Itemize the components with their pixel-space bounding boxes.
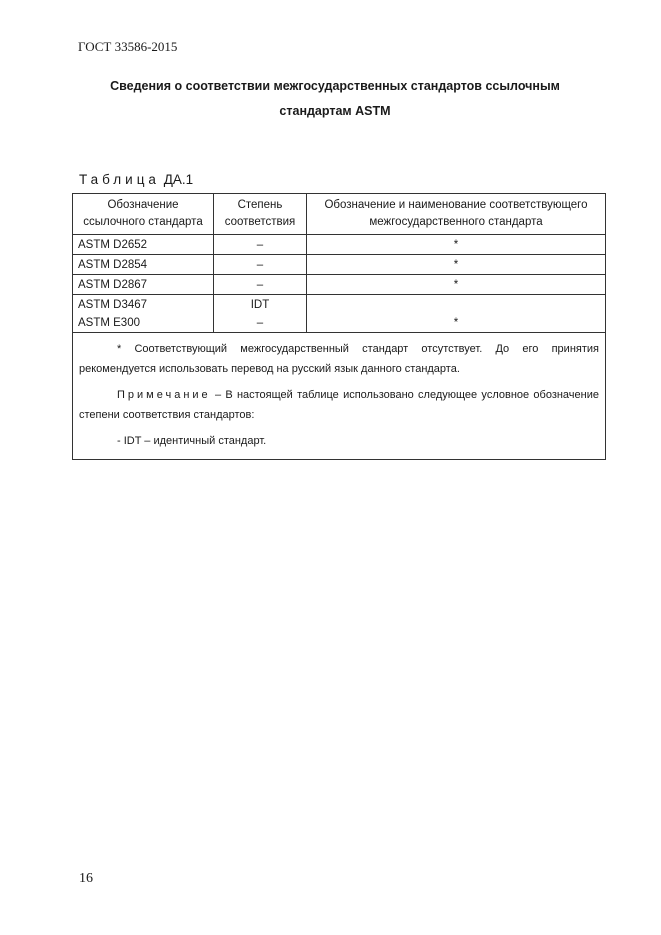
cell-code-pair <box>73 295 214 333</box>
header-name: Обозначение и наименование соответствующего межгосударственного стандарта <box>307 194 606 235</box>
cell-degree: – <box>256 316 264 329</box>
page-number: 16 <box>79 871 93 886</box>
cell-name: * <box>307 235 606 255</box>
note-text: – В настоящей таблице использовано следующее условное обозначение степени соответствия стандартов: <box>79 389 599 421</box>
cell-name-pair <box>307 295 606 333</box>
cell-name: * <box>453 316 459 329</box>
cell-degree: – <box>214 275 307 295</box>
table-row-combined <box>73 295 606 333</box>
header-degree: Степень соответствия <box>214 194 307 235</box>
appendix-title-line2: стандартам ASTM <box>279 104 391 118</box>
table-row <box>73 275 606 295</box>
appendix-title-line1: Сведения о соответствии межгосударственных стандартов ссылочным <box>110 79 560 93</box>
cell-code: ASTM D2854 <box>73 255 214 275</box>
document-header: ГОСТ 33586-2015 <box>78 39 178 54</box>
table-header-row <box>73 194 606 235</box>
table-caption-id: ДА.1 <box>163 172 194 187</box>
cell-name-blank <box>312 296 600 314</box>
table-caption-word: Таблица <box>79 172 160 187</box>
cell-degree: – <box>214 235 307 255</box>
cell-code: ASTM D2652 <box>73 235 214 255</box>
table-notes <box>73 333 606 460</box>
cell-degree: – <box>214 255 307 275</box>
table-row <box>73 235 606 255</box>
note-paragraph <box>79 385 599 425</box>
table-row <box>73 255 606 275</box>
standards-table <box>72 193 606 460</box>
cell-name: * <box>307 275 606 295</box>
cell-degree-pair <box>214 295 307 333</box>
note-label: Примечание <box>117 389 211 401</box>
note-item: - IDT – идентичный стандарт. <box>117 435 267 447</box>
table-notes-row <box>73 333 606 460</box>
cell-code: ASTM D3467 <box>78 298 148 311</box>
cell-code: ASTM E300 <box>78 316 140 329</box>
cell-name: * <box>307 255 606 275</box>
header-code: Обозначение ссылочного стандарта <box>73 194 214 235</box>
table-caption <box>79 172 193 187</box>
cell-code: ASTM D2867 <box>73 275 214 295</box>
footnote: * Соответствующий межгосударственный стандарт отсутствует. До его принятия рекомендуется использовать перевод на русский язык данного стандарта. <box>79 343 599 375</box>
cell-degree: IDT <box>250 298 270 311</box>
